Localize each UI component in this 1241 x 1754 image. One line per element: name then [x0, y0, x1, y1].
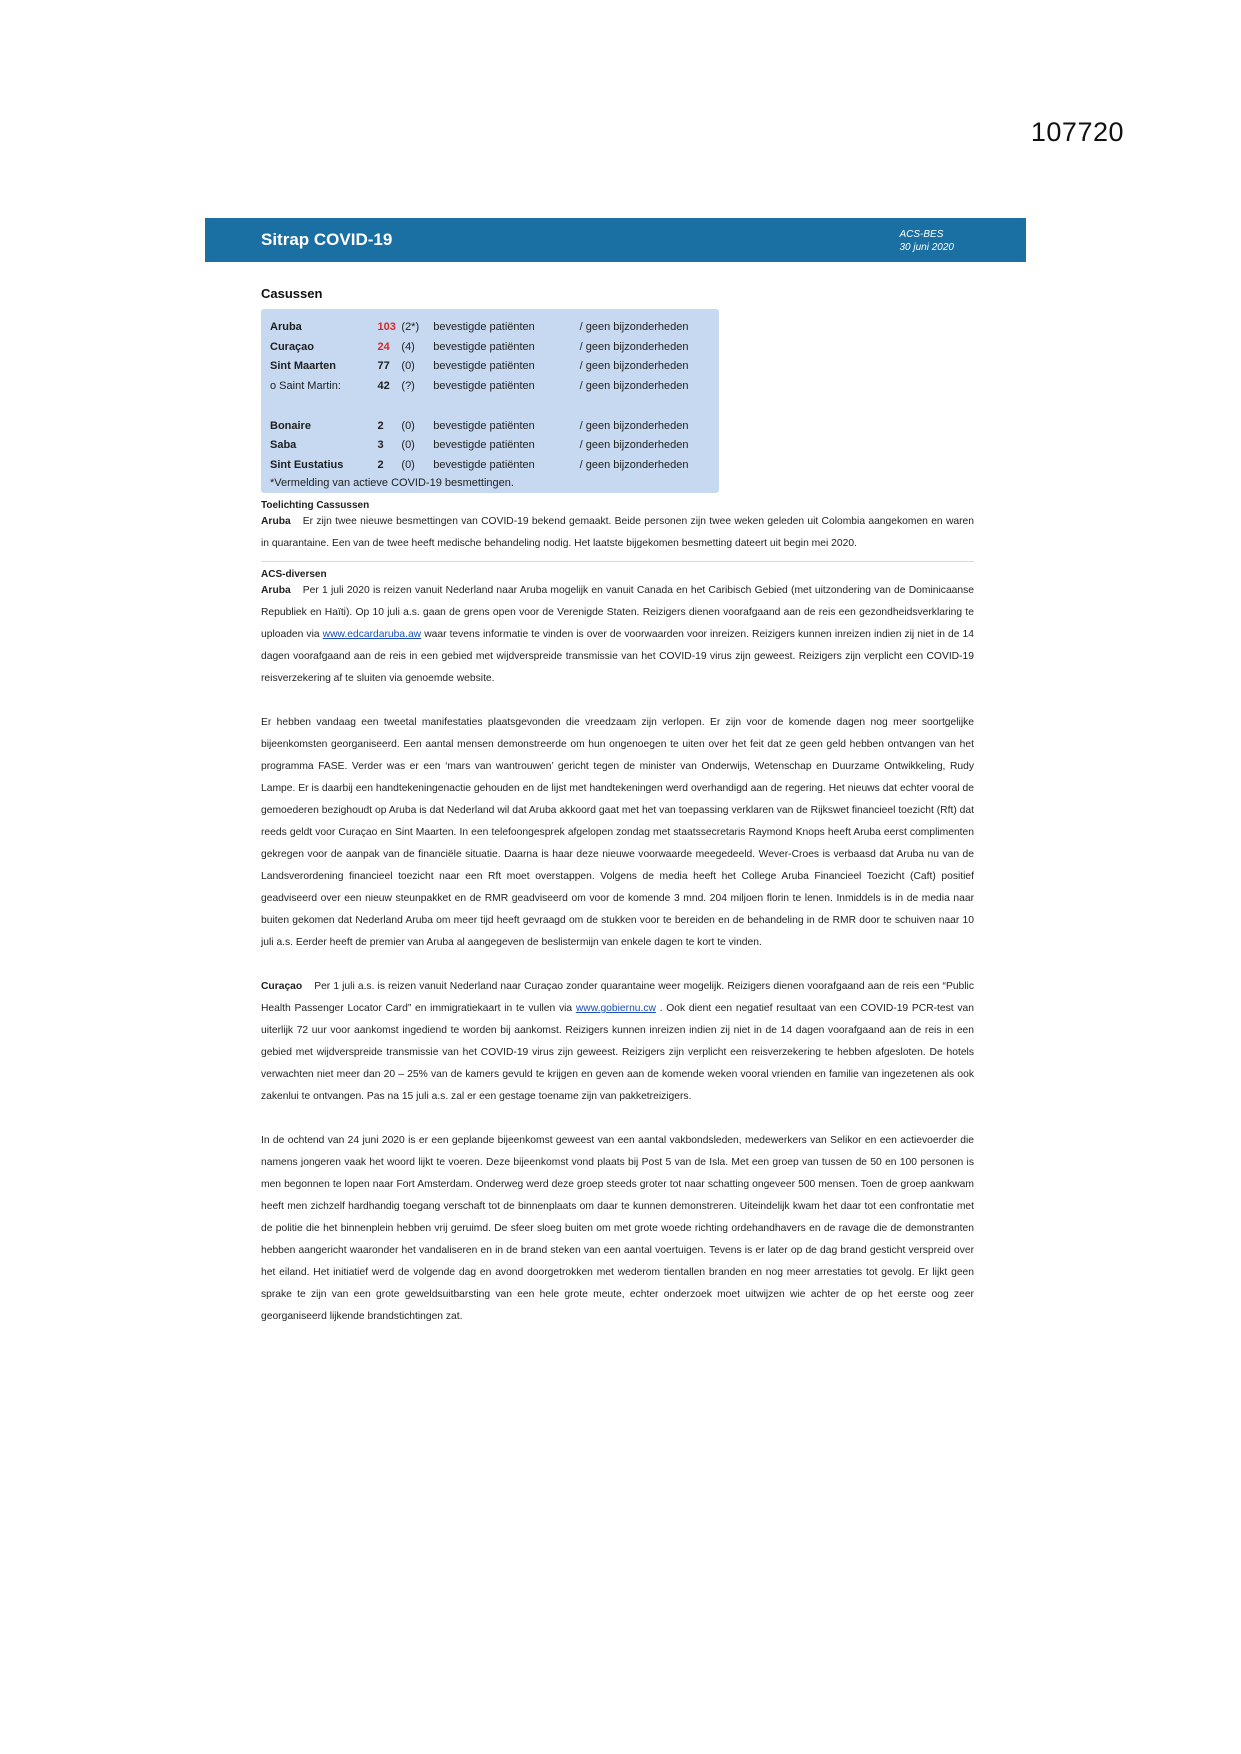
header-bar	[205, 218, 1026, 262]
row-count: 103	[377, 320, 396, 333]
toelichting-heading: Toelichting Cassussen	[261, 499, 370, 511]
row-count: 77	[377, 360, 390, 373]
row-name: Sint Maarten	[270, 360, 337, 373]
toelichting-paragraph	[261, 511, 974, 555]
aruba-text-a: Per 1 juli 2020 is reizen vanuit Nederland naar Aruba mogelijk en vanuit Canada en het Caribisch Gebied (met uitzondering van de Dominicaanse Republiek en Haïti). Op 10 juli a.s. gaan de grens open voor de Verenigde Staten. Reizigers dienen voorafgaand aan de reis een gezondheidsverklaring te uploaden via	[261, 584, 974, 640]
edcard-link[interactable]: www.edcardaruba.aw	[322, 628, 422, 640]
row-count: 2	[377, 419, 384, 432]
row-name: Aruba	[270, 320, 302, 333]
row-active: (0)	[401, 419, 415, 432]
row-desc: bevestigde patiënten	[433, 419, 535, 432]
row-remark: / geen bijzonderheden	[579, 360, 689, 373]
row-count: 2	[377, 458, 384, 471]
row-name: Bonaire	[270, 419, 311, 432]
sitrap-page	[205, 218, 1026, 1328]
row-active: (4)	[401, 340, 415, 353]
page-title: Sitrap COVID-19	[261, 230, 393, 249]
row-remark: / geen bijzonderheden	[579, 419, 689, 432]
row-desc: bevestigde patiënten	[433, 340, 535, 353]
row-name: Curaçao	[270, 340, 315, 353]
casussen-footnote: *Vermelding van actieve COVID-19 besmettingen.	[270, 476, 514, 489]
row-count: 24	[377, 340, 390, 353]
table-row	[261, 435, 719, 455]
table-row	[261, 356, 719, 376]
table-gap	[261, 396, 719, 416]
row-desc: bevestigde patiënten	[433, 439, 535, 452]
gobiernu-link[interactable]: www.gobiernu.cw	[575, 1002, 656, 1014]
toelichting-lead: Aruba	[261, 515, 291, 527]
row-desc: bevestigde patiënten	[433, 458, 535, 471]
table-row	[261, 376, 719, 396]
header-org: ACS-BES	[899, 229, 944, 240]
table-row	[261, 416, 719, 436]
spacer	[261, 954, 974, 976]
aruba-lead: Aruba	[261, 584, 291, 596]
divider	[261, 561, 974, 562]
row-remark: / geen bijzonderheden	[579, 320, 689, 333]
row-desc: bevestigde patiënten	[433, 379, 535, 392]
casussen-heading: Casussen	[261, 286, 323, 301]
row-desc: bevestigde patiënten	[433, 320, 535, 333]
curacao-text-a: Per 1 juli a.s. is reizen vanuit Nederland naar Curaçao zonder quarantaine weer mogelijk. Reizigers dienen voorafgaand aan de reis een “Public Health Passenger Locator Card” en immigratiekaart in te vullen via	[261, 980, 974, 1014]
aruba-paragraph-2: Er hebben vandaag een tweetal manifestaties plaatsgevonden die vreedzaam zijn verlopen. Er zijn voor de komende dagen nog meer soortgelijke bijeenkomsten georganiseerd. Een aantal mensen demonstreerde om hun ongenoegen te uiten over het feit dat ze geen geld hebben ontvangen van het programma FASE. Verder was er een ‘mars van wantrouwen’ gericht tegen de minister van Onderwijs, Wetenschap en Duurzame Ontwikkeling, Rudy Lampe. Er is daarbij een handtekeningenactie gehouden en de lijst met handtekeningen werd overhandigd aan de regering. Het nieuws dat echter vooral de gemoederen bezighoudt op Aruba is dat Nederland wil dat Aruba akkoord gaat met het van toepassing verklaren van de Rijkswet financieel toezicht (Rft) dat reeds geldt voor Curaçao en Sint Maarten. In een telefoongesprek afgelopen zondag met staatssecretaris Raymond Knops heeft Aruba eerst complimenten gekregen voor de aanpak van de financiële situatie. Daarna is haar deze nieuwe voorwaarde meegedeeld. Wever-Croes is verbaasd dat Aruba nu van de Landsverordening financieel toezicht naar een Rft moet overstappen. Volgens de media heeft het College Aruba Financieel Toezicht (Caft) positief geadviseerd over een nieuw steunpakket en de RMR geadviseerd om voor de komende 3 mnd. 204 miljoen florin te lenen. Inmiddels is in de media naar buiten gekomen dat Nederland Aruba om meer tijd heeft gevraagd om de stukken voor te bereiden en de behandeling in de RMR door te schuiven naar 10 juli a.s. Eerder heeft de premier van Aruba al aangegeven de beslistermijn van enkele dagen te kort te vinden.	[261, 716, 974, 948]
row-count: 42	[377, 379, 390, 392]
content	[205, 286, 1026, 1328]
row-active: (0)	[401, 458, 415, 471]
curacao-text-b: . Ook dient een negatief resultaat van een COVID-19 PCR-test van uiterlijk 72 uur voor aankomst ingediend te worden bij aankomst. Reizigers kunnen inreizen indien zij niet in de 14 dagen voorafgaand aan de reis in een gebied met wijdverspreide transmissie van het COVID-19 virus zijn geweest. Reizigers zijn verplicht een reisverzekering te hebben afgesloten. De hotels verwachten niet meer dan 20 – 25% van de kamers gevuld te krijgen en geven aan de komende weken vooral vrienden en familie van ingezetenen als ook zakenlui te ontvangen. Pas na 15 juli a.s. zal er een gestage toename zijn van pakketreizigers.	[261, 1002, 974, 1102]
row-remark: / geen bijzonderheden	[579, 340, 689, 353]
header-date: 30 juni 2020	[899, 242, 954, 253]
table-row	[261, 337, 719, 357]
row-name: o Saint Martin:	[270, 379, 341, 392]
row-remark: / geen bijzonderheden	[579, 458, 689, 471]
curacao-paragraph-1	[261, 976, 974, 1108]
row-active: (2*)	[401, 320, 420, 333]
row-remark: / geen bijzonderheden	[579, 439, 689, 452]
row-count: 3	[377, 439, 384, 452]
document-number: 107720	[1030, 117, 1124, 147]
row-desc: bevestigde patiënten	[433, 360, 535, 373]
row-name: Saba	[270, 439, 297, 452]
spacer	[261, 1108, 974, 1130]
aruba-paragraph-1	[261, 580, 974, 690]
aruba-text-b: waar tevens informatie te vinden is over de voorwaarden voor inreizen. Reizigers kunnen inreizen indien zij niet in de 14 dagen voorafgaand aan de reis in een gebied met wijdverspreide transmissie van het COVID-19 virus zijn geweest. Reizigers zijn verplicht een COVID-19 reisverzekering af te sluiten via genoemde website.	[261, 628, 974, 684]
curacao-paragraph-2: In de ochtend van 24 juni 2020 is er een geplande bijeenkomst geweest van een aantal vakbondsleden, medewerkers van Selikor en een actievoerder die namens jongeren vaak het woord lijkt te voeren. Deze bijeenkomst vond plaats bij Post 5 van de Isla. Met een groep van tussen de 50 en 100 personen is men begonnen te lopen naar Fort Amsterdam. Onderweg werd deze groep steeds groter tot naar schatting ongeveer 500 mensen. Toen de groep aankwam heeft men zichzelf hardhandig toegang verschaft tot de binnenplaats om daar te kunnen demonstreren. Uiteindelijk kwam het daar tot een confrontatie met de politie die het binnenplein hebben vrij geruimd. De sfeer sloeg buiten om met grote woede richting ordehandhavers en de ravage die de demonstranten hebben aangericht waaronder het vandaliseren en in de brand steken van een aantal voertuigen. Tevens is er later op de dag brand gesticht verspreid over het eiland. Het initiatief werd de volgende dag en avond doorgetrokken met wederom tientallen branden en nog meer arrestaties tot gevolg. Er lijkt geen sprake te zijn van een grote geweldsuitbarsting van een hele grote meute, echter onderzoek moet uitwijzen wie achter de op het eerste oog zeer georganiseerd lijkende brandstichtingen zat.	[261, 1134, 974, 1322]
row-active: (?)	[401, 379, 415, 392]
row-active: (0)	[401, 360, 415, 373]
row-name: Sint Eustatius	[270, 458, 344, 471]
table-row	[261, 317, 719, 337]
table-row	[261, 455, 719, 475]
curacao-lead: Curaçao	[261, 980, 303, 992]
row-remark: / geen bijzonderheden	[579, 379, 689, 392]
row-active: (0)	[401, 439, 415, 452]
acs-heading: ACS-diversen	[261, 568, 327, 580]
toelichting-text: Er zijn twee nieuwe besmettingen van COVID-19 bekend gemaakt. Beide personen zijn twee weken geleden uit Colombia aangekomen en waren in quarantaine. Een van de twee heeft medische behandeling nodig. Het laatste bijgekomen besmetting dateert uit begin mei 2020.	[261, 515, 974, 549]
spacer	[261, 690, 974, 712]
casussen-table	[261, 309, 719, 493]
header-meta	[900, 228, 955, 254]
